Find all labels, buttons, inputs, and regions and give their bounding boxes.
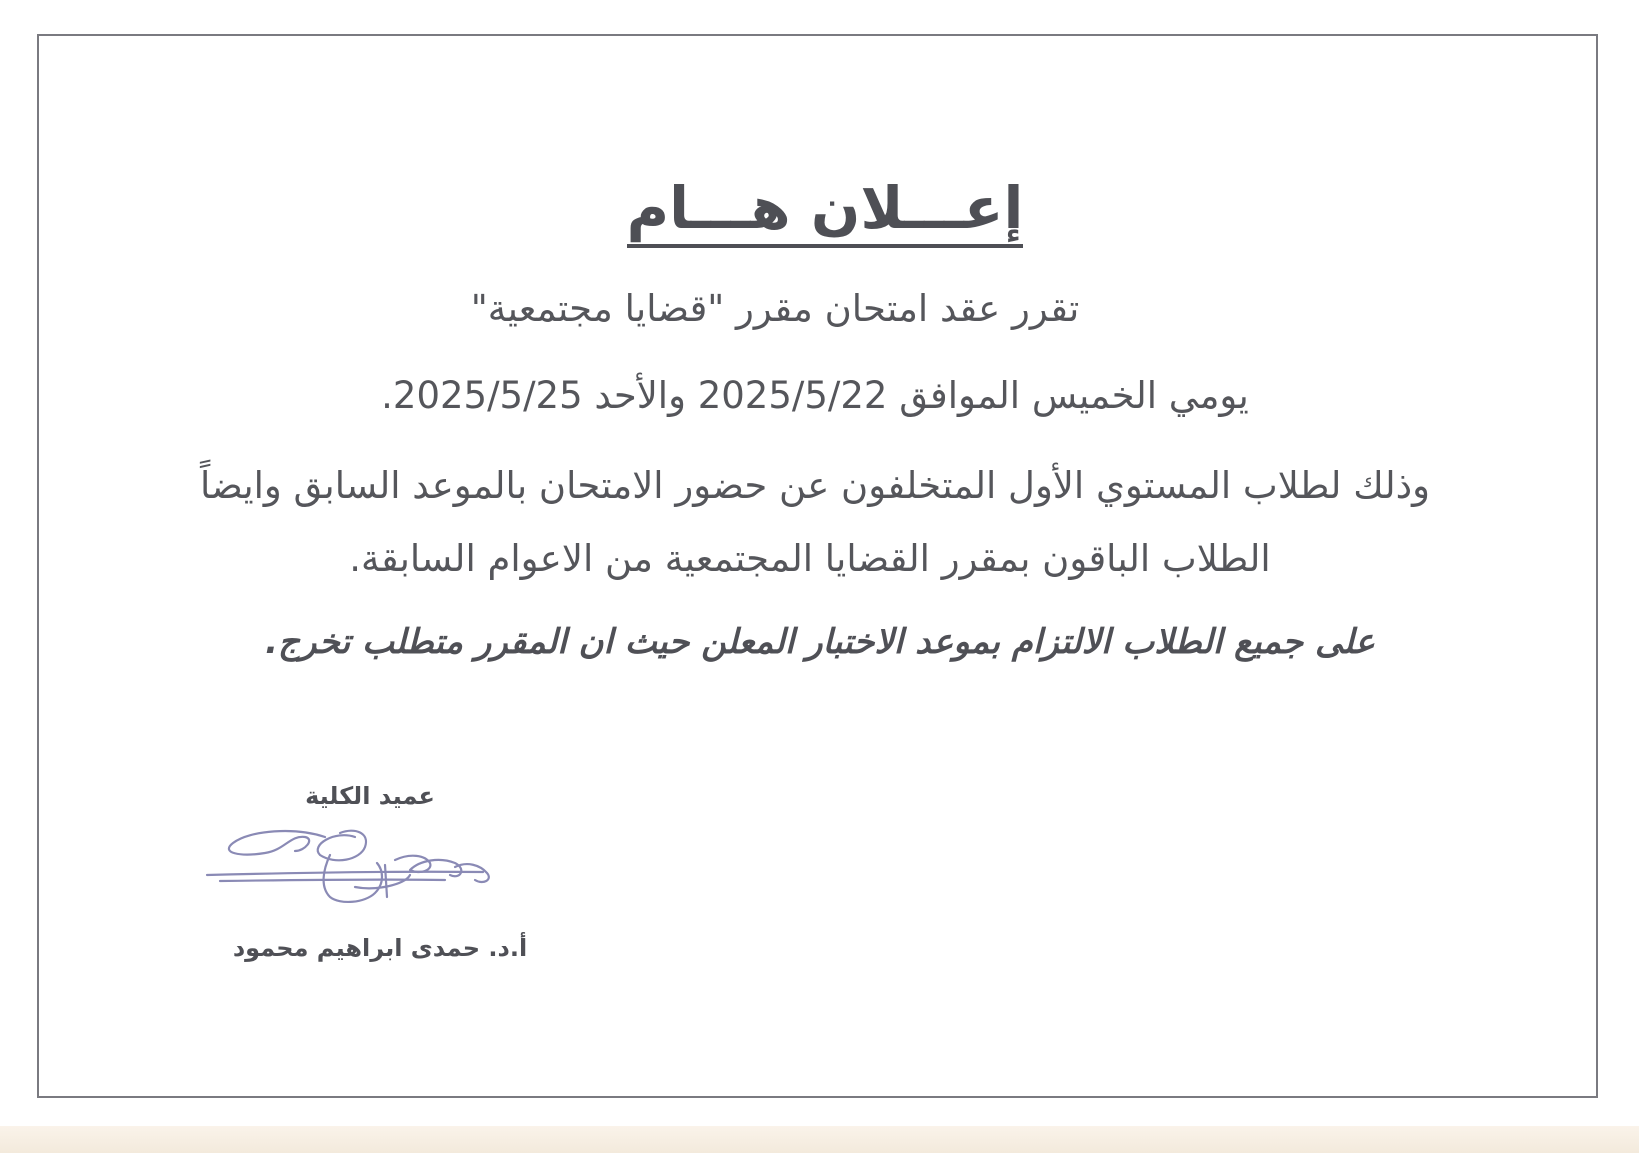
remaining-students-line: الطلاب الباقون بمقرر القضايا المجتمعية من الاعوام السابقة. bbox=[349, 537, 1271, 580]
scan-edge bbox=[0, 1126, 1639, 1153]
handwritten-signature bbox=[205, 825, 525, 925]
announcement-title-text: إعـــلان هـــام bbox=[627, 174, 1024, 248]
signatory-position: عميد الكلية bbox=[305, 782, 435, 810]
attendance-notice: على جميع الطلاب الالتزام بموعد الاختبار المعلن حيث ان المقرر متطلب تخرج. bbox=[265, 622, 1375, 662]
exam-course-line: تقرر عقد امتحان مقرر "قضايا مجتمعية" bbox=[470, 287, 1080, 330]
signatory-name: أ.د. حمدى ابراهيم محمود bbox=[232, 934, 528, 962]
announcement-title bbox=[560, 172, 1090, 244]
eligible-students-line: وذلك لطلاب المستوي الأول المتخلفون عن حضور الامتحان بالموعد السابق وايضاً bbox=[199, 464, 1431, 507]
exam-dates-line: يومي الخميس الموافق 2025/5/22 والأحد 2025/5/25. bbox=[381, 374, 1249, 417]
